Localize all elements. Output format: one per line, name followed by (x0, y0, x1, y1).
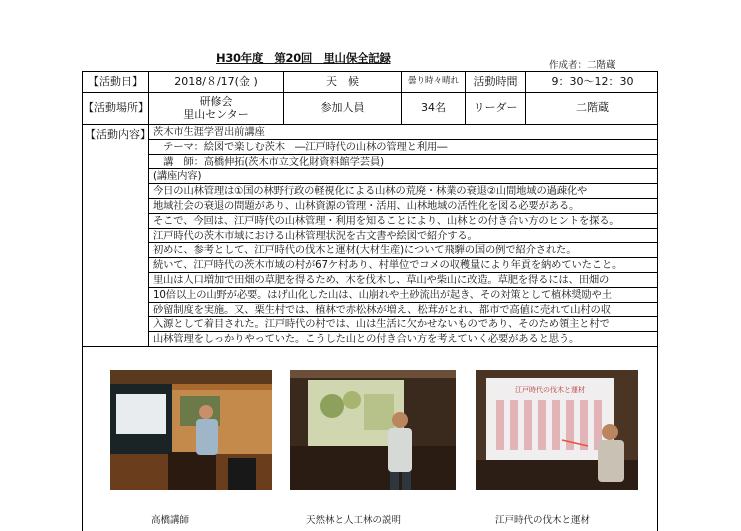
participants-label: 参加人員 (284, 93, 402, 124)
photo-forest-explanation (290, 370, 456, 490)
author-label: 作成者：二階蔵 (549, 60, 616, 71)
activity-date-value: 2018/８/17(金 ) (149, 72, 284, 92)
photo-caption: 高橋講師 (151, 515, 190, 526)
content-line: (講座内容) (149, 169, 657, 184)
content-line: テーマ：絵図で楽しむ茨木 ―江戸時代の山林の管理と利用― (149, 140, 657, 155)
record-sheet (82, 71, 658, 531)
activity-content-lines (149, 125, 657, 347)
activity-place-label: 【活動場所】 (83, 93, 149, 124)
content-line: 砂留制度を実施。又、栗生村では、植林で赤松林が増え、松茸がとれ、都市で高値に売れて山村の収 (149, 303, 657, 318)
content-line: 続いて、江戸時代の茨木市域の村が67ケ村あり、村単位でコメの収穫量により年貢を納めていたこと。 (149, 258, 657, 273)
content-line: 里山は人口増加で田畑の草肥を得るため、木を伐木し、草山や柴山に改造。草肥を得るには、田畑の (149, 273, 657, 288)
slide-title: 江戸時代の伐木と運材 (515, 386, 585, 394)
photo-lecturer (110, 370, 272, 490)
activity-content-section (83, 125, 657, 347)
photo-section (83, 348, 657, 531)
weather-label: 天 候 (284, 72, 402, 92)
leader-label: リーダー (466, 93, 526, 124)
place-line-1: 研修会 (199, 94, 233, 108)
document-title: H30年度 第20回 里山保全記録 (216, 51, 391, 65)
content-line: 茨木市生涯学習出前講座 (149, 125, 657, 140)
activity-time-value: 9：30〜12：30 (551, 74, 634, 88)
photo-caption: 天然林と人工林の説明 (306, 515, 402, 526)
content-line: 入源として着目された。江戸時代の村では、山は生活に欠かせないものであり、そのため領主と村で (149, 317, 657, 332)
photo-caption: 江戸時代の伐木と運材 (495, 515, 591, 526)
activity-content-label: 【活動内容】 (83, 125, 149, 346)
activity-date-label: 【活動日】 (83, 72, 149, 92)
content-line: 講 師：高橋伸拓(茨木市立文化財資料館学芸員) (149, 155, 657, 170)
weather-value: 曇り時々晴れ (402, 72, 466, 92)
activity-place-row (83, 93, 657, 125)
content-line: そこで、今回は、江戸時代の山林管理・利用を知ることにより、山林との付き合い方のヒントを探る。 (149, 214, 657, 229)
activity-date-row (83, 72, 657, 93)
content-line: 山林管理をしっかりやっていた。こうした山との付き合い方を考えていく必要があると思う。 (153, 333, 580, 346)
content-line: 地域社会の衰退の問題があり、山林資源の管理・活用、山林地域の活性化を図る必要がある。 (149, 199, 657, 214)
content-line: 江戸時代の茨木市域における山林管理状況を古文書や絵図で紹介する。 (149, 229, 657, 244)
content-line: 10倍以上の山野が必要。はげ山化した山は、山崩れや土砂流出が起き、その対策として植林奨励や土 (149, 288, 657, 303)
photo-edo-logging (476, 370, 638, 490)
content-line: 初めに、参考として、江戸時代の伐木と運材(大材生産)について飛騨の国の例で紹介された。 (149, 243, 657, 258)
activity-time-label: 活動時間 (466, 72, 526, 92)
participants-value: 34名 (402, 93, 466, 124)
activity-place-value (149, 93, 284, 124)
leader-value: 二階蔵 (576, 101, 609, 115)
place-line-2: 里山センター (183, 107, 249, 121)
content-line: 今日の山林管理は①国の林野行政の軽視化による山林の荒廃・林業の衰退②山間地域の過疎化や (149, 184, 657, 199)
